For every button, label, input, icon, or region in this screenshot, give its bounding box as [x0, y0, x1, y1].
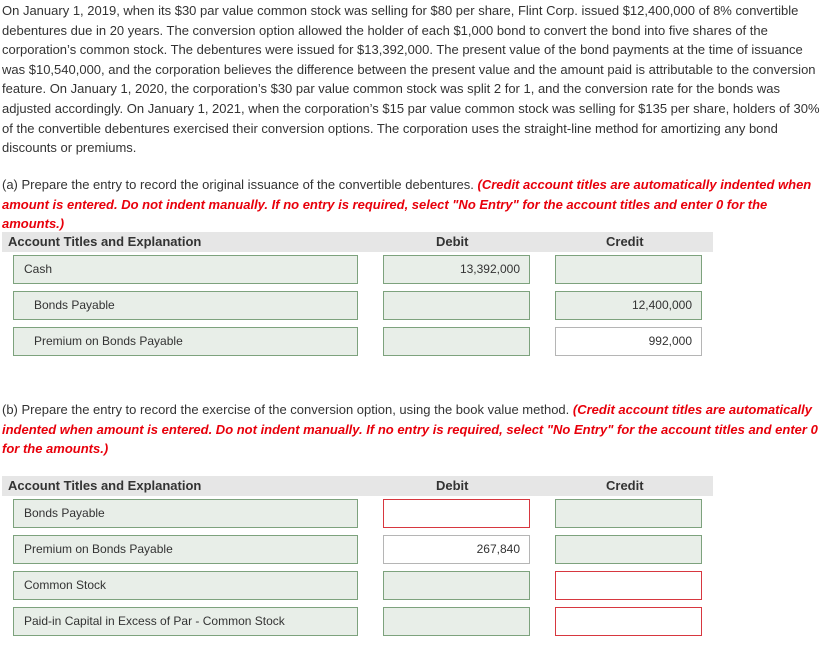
debit-column-header: Debit — [436, 478, 469, 493]
part-b-credit-input[interactable] — [555, 607, 702, 636]
part-a-debit-input[interactable] — [383, 291, 530, 320]
problem-text: On January 1, 2019, when its $30 par value common stock was selling for $80 per share, Flint Corp. issued $12,400,000 of 8% convertible debentures due in 20 years. The conversion option allowed the holder of each $1,000 bond to convert the bond into five shares of the corporation’s common stock. The debentures were issued for $13,392,000. The present value of the bond payments at the time of issuance was $10,540,000, and the corporation believes the difference between the present value and the amount paid is attributable to the conversion feature. On January 1, 2020, the corporation’s $30 par value common stock was split 2 for 1, and the conversion rate for the bonds was adjusted accordingly. On January 1, 2021, when the corporation’s $15 par value common stock was selling for $135 per share, holders of 30% of the convertible debentures exercised their conversion options. The corporation uses the straight-line method for amortizing any bond discounts or premiums. — [2, 3, 820, 156]
part-a-account-input[interactable]: Cash — [13, 255, 358, 284]
credit-column-header: Credit — [606, 478, 644, 493]
part-b-debit-input[interactable] — [383, 571, 530, 600]
account-column-header: Account Titles and Explanation — [8, 234, 202, 249]
part-b-account-input[interactable]: Premium on Bonds Payable — [13, 535, 358, 564]
part-a-instruction: (Credit account titles are automatically indented when amount is entered. Do not indent manually. If no entry is required, select "No Entry" for the account titles and enter 0 for the amounts.) — [2, 177, 812, 232]
part-b-debit-input[interactable] — [383, 607, 530, 636]
debit-column-header: Debit — [436, 234, 469, 249]
part-b-credit-input[interactable] — [555, 499, 702, 528]
account-column-header: Account Titles and Explanation — [8, 478, 202, 493]
part-b-debit-input[interactable]: 267,840 — [383, 535, 530, 564]
part-b-question: (b) Prepare the entry to record the exercise of the conversion option, using the book value method. — [2, 402, 573, 417]
part-b-debit-input[interactable] — [383, 499, 530, 528]
part-b-instruction: (Credit account titles are automatically indented when amount is entered. Do not indent manually. If no entry is required, select "No Entry" for the account titles and enter 0 for the amounts.) — [2, 402, 818, 457]
part-b-credit-input[interactable] — [555, 535, 702, 564]
part-b-table-header — [2, 476, 713, 496]
part-a-question: (a) Prepare the entry to record the original issuance of the convertible debentures. — [2, 177, 478, 192]
credit-column-header: Credit — [606, 234, 644, 249]
part-a-account-input[interactable]: Bonds Payable — [13, 291, 358, 320]
part-b-credit-input[interactable] — [555, 571, 702, 600]
part-a-account-input[interactable]: Premium on Bonds Payable — [13, 327, 358, 356]
part-a-debit-input[interactable] — [383, 327, 530, 356]
part-b-account-input[interactable]: Paid-in Capital in Excess of Par - Common Stock — [13, 607, 358, 636]
part-b-account-input[interactable]: Common Stock — [13, 571, 358, 600]
part-b-prompt — [2, 400, 826, 459]
part-a-credit-input[interactable]: 12,400,000 — [555, 291, 702, 320]
part-b-account-input[interactable]: Bonds Payable — [13, 499, 358, 528]
part-a-credit-input[interactable]: 992,000 — [555, 327, 702, 356]
part-a-table-header — [2, 232, 713, 252]
part-a-prompt — [2, 175, 826, 234]
part-a-debit-input[interactable]: 13,392,000 — [383, 255, 530, 284]
part-a-credit-input[interactable] — [555, 255, 702, 284]
